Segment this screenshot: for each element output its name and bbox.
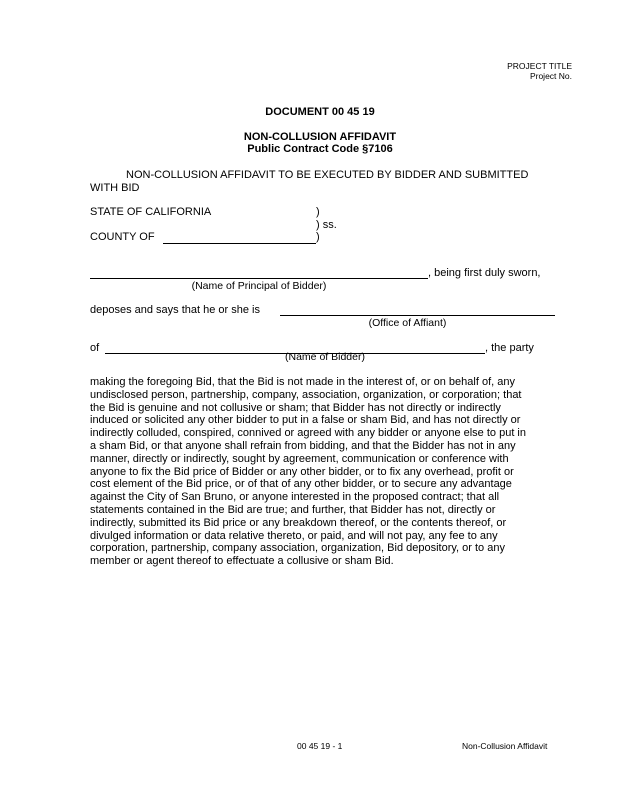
- paragraph-line: member or agent thereof to effectuate a collusive or sham Bid.: [90, 555, 394, 568]
- of-text: of: [90, 342, 100, 354]
- project-title: PROJECT TITLE: [507, 61, 572, 71]
- office-line[interactable]: [280, 315, 555, 316]
- intro-line-2: WITH BID: [90, 182, 140, 194]
- bidder-caption: (Name of Bidder): [285, 351, 365, 363]
- paragraph-line: manner, directly or indirectly, sought by agreement, communication or conference with: [90, 452, 509, 465]
- paragraph-line: statements contained in the Bid are true; and further, that Bidder has not, directly or: [90, 503, 496, 516]
- state-label: STATE OF CALIFORNIA: [90, 206, 212, 218]
- county-field-line[interactable]: [163, 243, 316, 244]
- paragraph-line: making the foregoing Bid, that the Bid is not made in the interest of, or on behalf of, any: [90, 376, 515, 388]
- principal-caption: (Name of Principal of Bidder): [191, 280, 327, 292]
- office-caption: (Office of Affiant): [368, 317, 447, 329]
- sworn-text: , being first duly sworn,: [428, 267, 541, 279]
- paragraph-line: indirectly, submitted its Bid price or any breakdown thereof, or the contents thereof, or: [90, 516, 507, 529]
- project-number: Project No.: [529, 71, 572, 81]
- paragraph-line: a sham Bid, or that anyone shall refrain from bidding, and that the Bidder has not in any: [90, 439, 516, 452]
- venue-paren-1: ): [316, 206, 320, 218]
- paragraph-line: indirectly colluded, conspired, connived or agreed with any bidder or anyone else to put in: [90, 427, 526, 440]
- page-number: 00 45 19 - 1: [297, 741, 343, 751]
- intro-line-1: NON-COLLUSION AFFIDAVIT TO BE EXECUTED BY BIDDER AND SUBMITTED: [126, 169, 529, 181]
- paragraph-line: corporation, partnership, company association, organization, Bid depository, or to any: [90, 542, 505, 555]
- footer-doc-name: Non-Collusion Affidavit: [462, 741, 548, 751]
- deposes-text: deposes and says that he or she is: [90, 304, 260, 316]
- paragraph-line: anyone to fix the Bid price of Bidder or any other bidder, or to fix any overhead, profit or: [90, 465, 514, 478]
- document-title: NON-COLLUSION AFFIDAVIT: [243, 131, 397, 143]
- venue-paren-3: ): [316, 231, 320, 243]
- paragraph-line: against the City of San Bruno, or anyone interested in the proposed contract; that all: [90, 491, 500, 504]
- paragraph-line: undisclosed person, partnership, company, association, organization, or corporation; that: [90, 388, 522, 401]
- party-text: , the party: [485, 342, 534, 354]
- principal-name-line[interactable]: [90, 278, 428, 279]
- document-number: DOCUMENT 00 45 19: [265, 106, 375, 118]
- paragraph-line: cost element of the Bid price, or of that of any other bidder, or to secure any advantage: [90, 478, 512, 491]
- venue-ss: ) ss.: [316, 219, 337, 231]
- paragraph-line: the Bid is genuine and not collusive or sham; that Bidder has not directly or indirectly: [90, 401, 501, 414]
- paragraph-line: divulged information or data relative thereto, or paid, and will not pay, any fee to any: [90, 529, 498, 542]
- county-label: COUNTY OF: [90, 231, 155, 243]
- document-subtitle: Public Contract Code §7106: [247, 143, 393, 155]
- affidavit-paragraph: [90, 376, 560, 568]
- paragraph-line: induced or solicited any other bidder to put in a false or sham Bid, and has not directly or: [90, 414, 521, 427]
